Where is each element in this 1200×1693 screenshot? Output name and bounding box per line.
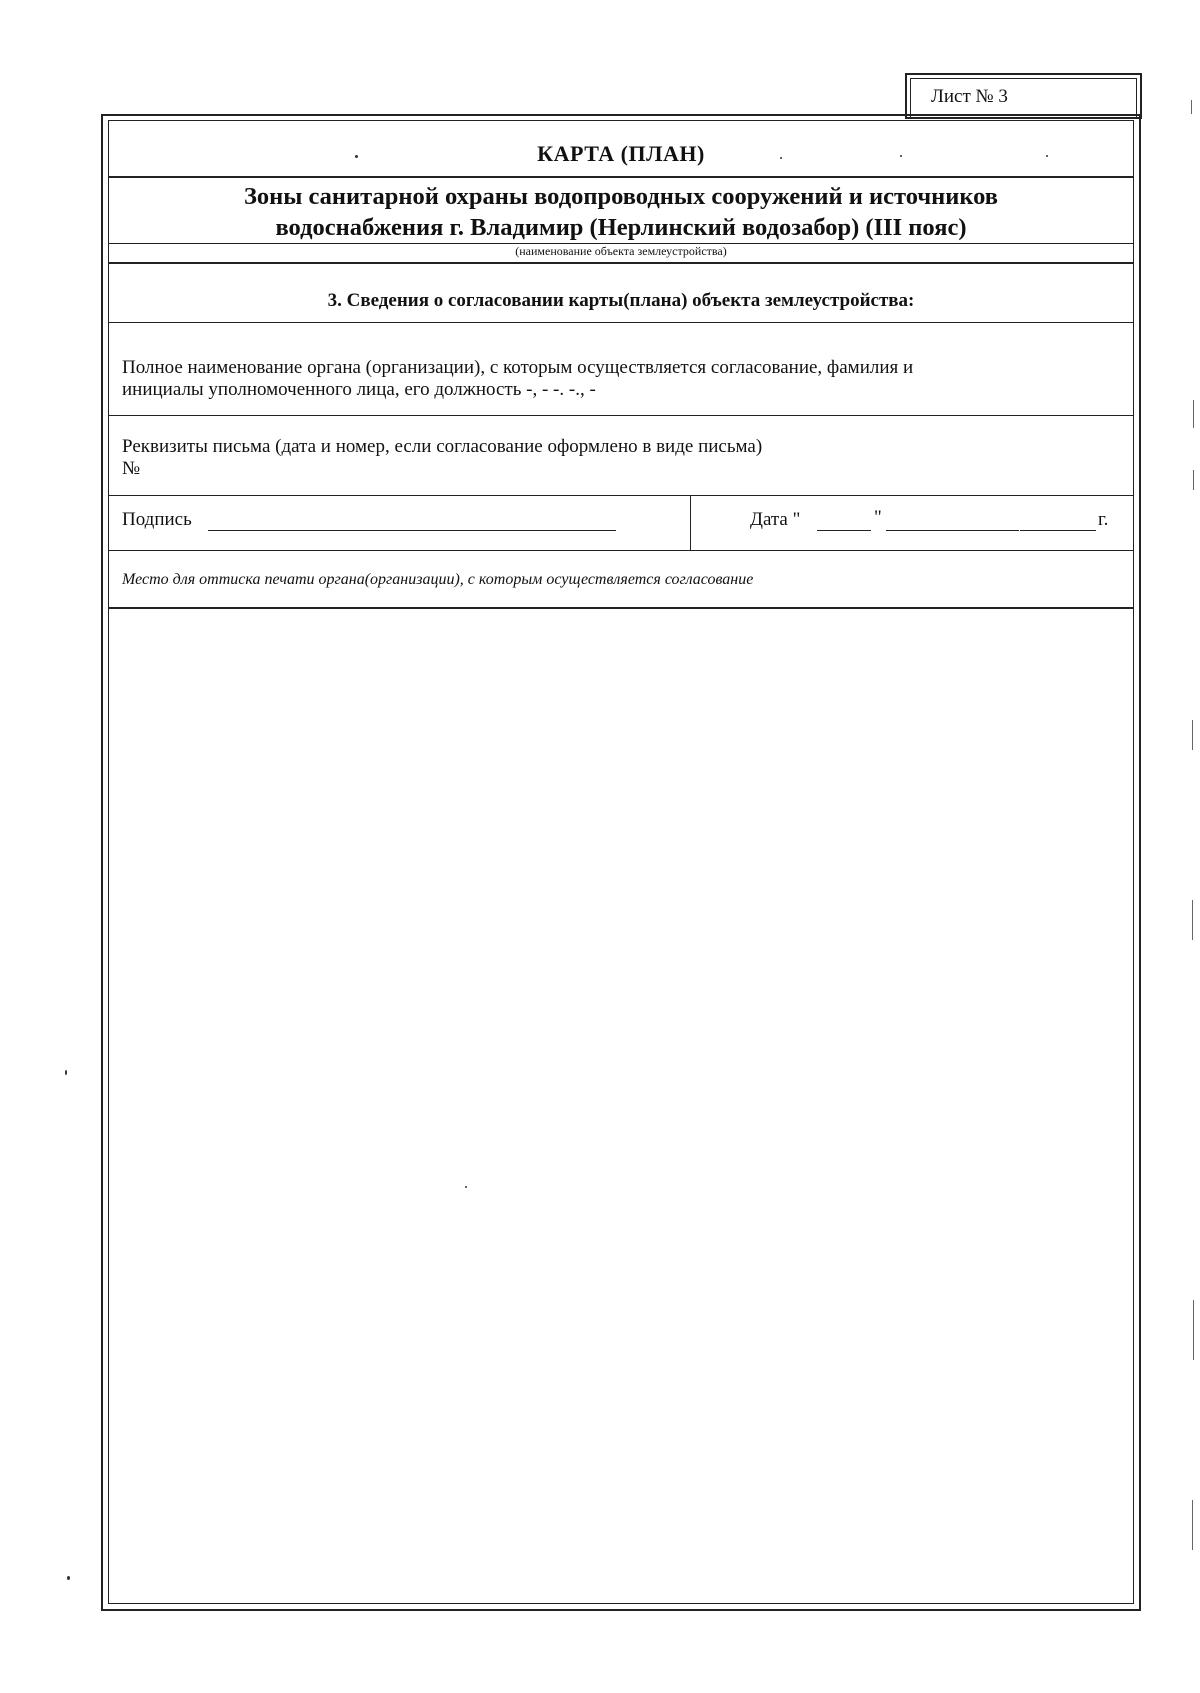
scan-speck — [465, 1186, 467, 1188]
object-name-caption: (наименование объекта землеустройства) — [515, 244, 727, 258]
sheet-number-box — [905, 73, 1142, 119]
date-month-line — [886, 530, 1019, 531]
date-year-line — [1020, 530, 1096, 531]
scan-edge-mark — [1193, 470, 1194, 490]
scan-edge-mark — [1192, 900, 1193, 940]
organ-field-line-1: Полное наименование органа (организации), с которым осуществляется согласование, фамилия и — [122, 357, 914, 378]
scan-speck — [780, 157, 782, 159]
divider-signature — [108, 550, 1134, 551]
date-label: Дата " — [750, 509, 801, 530]
letter-details-line-1: Реквизиты письма (дата и номер, если согласование оформлено в виде письма) — [122, 436, 763, 457]
divider-section-heading — [108, 322, 1134, 323]
date-year-suffix: г. — [1098, 509, 1109, 530]
scan-edge-mark — [1192, 1500, 1193, 1550]
scan-edge-mark — [1191, 100, 1192, 114]
scan-speck — [67, 1576, 70, 1580]
scan-edge-mark — [1192, 720, 1193, 750]
object-name-line-1: Зоны санитарной охраны водопроводных сооружений и источников — [243, 183, 999, 210]
scan-speck — [1046, 155, 1048, 157]
divider-letter — [108, 495, 1134, 496]
date-day-line — [817, 530, 871, 531]
date-quote-close: " — [874, 507, 882, 528]
scan-speck — [900, 155, 902, 157]
divider-caption — [108, 262, 1134, 264]
signature-label: Подпись — [122, 509, 192, 530]
divider-title — [108, 176, 1134, 178]
divider-signature-date — [690, 495, 691, 550]
letter-details-number: № — [122, 458, 141, 479]
divider-stamp — [108, 607, 1134, 609]
scan-speck — [65, 1070, 67, 1075]
scan-edge-mark — [1193, 1300, 1194, 1360]
scan-edge-mark — [1193, 400, 1194, 428]
form-frame-inner — [108, 120, 1134, 1604]
organ-field-line-2: инициалы уполномоченного лица, его должность -, - -. -., - — [122, 379, 596, 400]
divider-organ — [108, 415, 1134, 416]
organ-field — [122, 357, 1122, 401]
scan-speck — [355, 155, 358, 158]
page-title: КАРТА (ПЛАН) — [537, 141, 705, 166]
signature-line — [208, 530, 616, 531]
section-heading: 3. Сведения о согласовании карты(плана) объекта землеустройства: — [327, 290, 915, 311]
letter-details-field — [122, 436, 1122, 480]
sheet-number: Лист № 3 — [931, 86, 1008, 107]
object-name-line-2: водоснабжения г. Владимир (Нерлинский водозабор) (III пояс) — [275, 214, 967, 241]
object-name — [108, 181, 1134, 243]
stamp-place-note: Место для оттиска печати органа(организации), с которым осуществляется согласование — [122, 571, 754, 588]
